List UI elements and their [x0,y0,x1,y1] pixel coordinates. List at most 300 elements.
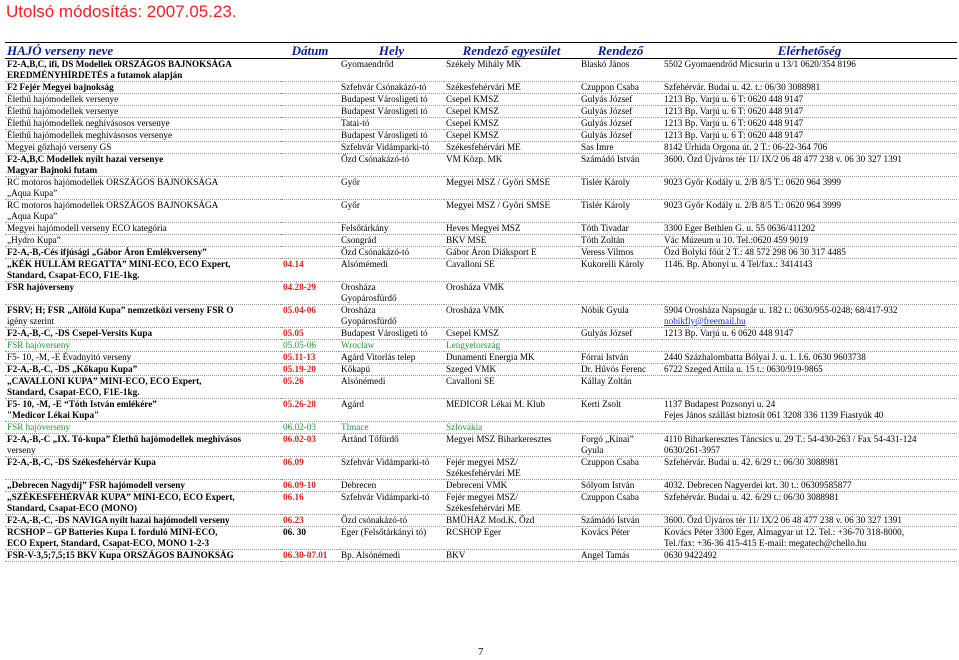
cell-contact: Fejes János szállást biztosít 061 3208 336 1139 Fiastyúk 40 [662,410,957,422]
cell-organizing-club: Csepel KMSZ [444,328,579,340]
cell-organizer: Fórrai István [579,352,662,364]
cell-date [281,82,339,94]
cell-organizing-club [444,538,579,550]
cell-date: 06.30-07.01 [281,550,339,562]
cell-location: Felsőtárkány [339,223,444,235]
cell-date [281,293,339,305]
cell-date: 04.28-29 [283,282,316,292]
cell-competition-name: F2-A,-B,-Cés ifjúsági „Gábor Áron Emlékverseny” [5,247,281,259]
cell-organizing-club: Lengyelország [444,340,579,352]
cell-organizer: Czuppon Csaba [581,457,639,467]
cell-organizing-club: Székesfehérvári ME [444,82,579,94]
cell-organizing-club: Orosháza VMK [446,305,505,315]
cell-organizer: Forgó „Kinai” [581,434,634,444]
cell-organizer: Gulyás József [579,328,662,340]
cell-competition-name: FSRV; H; FSR „Alföld Kupa” nemzetközi verseny FSR O [7,305,234,315]
cell-organizing-club: Megyei MSZ / Győri SMSE [446,177,551,187]
cell-contact: Szfehérvár. Budai u. 42. 6/29 t.: 06/30 3088981 [664,492,839,502]
cell-organizer [579,270,662,282]
cell-organizing-club: Csepel KMSZ [444,130,579,142]
cell-location [339,188,444,200]
table-row [5,118,957,130]
cell-organizing-club [444,70,579,82]
cell-contact [662,422,957,434]
cell-date [281,270,339,282]
table-row [5,352,957,364]
header-competition-name: HAJÓ verseny neve [5,43,281,59]
cell-organizer: Sólyom István [579,480,662,492]
cell-contact: Vác Múzeum u 10. Tel.:0620 459 9019 [662,235,957,247]
cell-location [339,538,444,550]
cell-contact: 4032. Debrecen Nagyerdei krt. 30 t.: 06309585877 [662,480,957,492]
cell-location: Debrecen [339,480,444,492]
cell-organizer [579,422,662,434]
cell-date [281,468,339,480]
cell-contact: Tel./fax: +36-36 415-415 E-mail: megatech@chello.hu [662,538,957,550]
cell-contact: 1213 Bp. Varjú u. 6 T: 0620 448 9147 [662,94,957,106]
last-modified-heading: Utolsó módosítás: 2007.05.23. [6,2,237,21]
cell-location: Orosháza [341,282,376,292]
cell-organizer: Gulyás József [579,118,662,130]
cell-date [281,130,339,142]
cell-date [281,94,339,106]
table-row [5,340,957,352]
table-row [5,223,957,235]
cell-contact: 3300 Eger Bethlen G. u. 55 0636/411202 [662,223,957,235]
table-row [5,165,957,177]
cell-contact: 4110 Biharkeresztes Táncsics u. 29 T.: 54-430-263 / Fax 54-431-124 [664,434,917,444]
cell-competition-name: F2-A,B,C Modellek nyílt hazai versenye [7,154,164,164]
cell-organizer [579,340,662,352]
cell-contact [662,70,957,82]
cell-competition-name: ECO Expert, Standard, Csapat-ECO, MONO 1-2-3 [5,538,281,550]
table-row [5,82,957,94]
cell-location [339,410,444,422]
cell-date [281,223,339,235]
cell-date [281,177,339,189]
table-row [5,328,957,340]
cell-contact: 1146. Bp. Abonyi u. 4 Tel/fax.: 3414143 [664,259,813,269]
cell-date: 06.09 [283,457,304,467]
cell-location: Budapest Városligeti tó [339,130,444,142]
competition-schedule-table [5,42,957,562]
cell-organizer [579,70,662,82]
header-contact: Elérhetőség [662,43,957,59]
table-row [5,480,957,492]
cell-organizing-club: Csepel KMSZ [444,118,579,130]
cell-competition-name: „KÉK HULLÁM REGATTA” MINI-ECO, ECO Expert, [7,259,231,269]
cell-organizing-club: Székesfehérvári ME [444,468,579,480]
cell-competition-name: F2-A,-B,-C, -DS Csepel-Versits Kupa [5,328,281,340]
cell-location: Gyopárosfürdő [339,316,444,328]
cell-organizer [579,293,662,305]
cell-location [339,387,444,399]
cell-date: 05.11-13 [281,352,339,364]
cell-organizing-club: Cavalloni SE [446,259,495,269]
cell-organizer: Gulyás József [579,94,662,106]
cell-date: 05.26 [283,376,304,386]
table-row [5,211,957,223]
cell-organizing-club: Fejér megyei MSZ/ [446,492,518,502]
cell-competition-name: RC motoros hajómodellek ORSZÁGOS BAJNOKSÁGA [7,200,219,210]
cell-date: 06.16 [283,492,304,502]
cell-date [281,247,339,259]
cell-competition-name: Standard, Csapat-ECO (MONO) [5,503,281,515]
table-row [5,376,957,388]
cell-competition-name: F5- 10, -M, -E Évadnyitó verseny [5,352,281,364]
cell-contact [662,211,957,223]
cell-contact: 6722 Szeged Attila u. 15 t.: 0630/919-9865 [662,364,957,376]
table-row [5,270,957,282]
cell-organizing-club: VM Közp. MK [446,154,503,164]
cell-contact [662,165,957,177]
cell-organizing-club: BKV MSE [444,235,579,247]
cell-contact: 1213 Bp. Varjú u. 6 T: 0620 448 9147 [662,106,957,118]
cell-organizing-club [444,270,579,282]
cell-date [281,188,339,200]
cell-organizing-club [444,188,579,200]
header-location: Hely [339,43,444,59]
cell-contact [662,376,957,388]
cell-location: Agárd [341,399,364,409]
cell-competition-name: FSR-V-3,5;7,5;15 BKV Kupa ORSZÁGOS BAJNOKSÁG [5,550,281,562]
cell-date: 05.04-06 [283,305,316,315]
cell-location [339,503,444,515]
cell-location [339,165,444,177]
table-row [5,399,957,411]
cell-contact: 3600. Őzd Újváros tér 11/ IX/2 06 48 477 238 v. 06 30 327 1391 [664,154,902,164]
table-row [5,316,957,328]
cell-location [339,70,444,82]
cell-contact: 5904 Orosháza Napsugár u. 182 t.: 0630/955-0248; 68/417-932 [664,305,898,315]
cell-date [281,165,339,177]
table-row [5,200,957,212]
cell-date [281,70,339,82]
cell-location: Wroclaw [339,340,444,352]
cell-date [281,154,339,166]
cell-organizer: Blaskó János [581,59,630,69]
cell-contact: 1213 Bp. Varjú u. 6 T: 0620 448 9147 [662,118,957,130]
cell-organizing-club: Debreceni VMK [444,480,579,492]
cell-contact: 5502 Gyomaendrőd Micsurin u 13/1 0620/354 8196 [664,59,856,69]
cell-organizing-club: Megyei MSZ / Győri SMSE [446,200,551,210]
cell-organizer [579,188,662,200]
cell-date: 06.02-03 [281,422,339,434]
cell-competition-name: Magyar Bajnoki futam [5,165,281,177]
cell-contact: nobikfly@freemail.hu [662,316,957,328]
table-row [5,492,957,504]
cell-date: 04.14 [283,259,304,269]
cell-competition-name: igény szerint [5,316,281,328]
cell-organizer: Gulyás József [579,130,662,142]
cell-competition-name: „SZÉKESFEHÉRVÁR KUPA” MINI-ECO, ECO Expert, [7,492,235,502]
cell-contact: 1213 Bp. Varjú u. 6 T: 0620 448 9147 [662,130,957,142]
cell-organizing-club: Megyei MSZ Biharkeresztes [446,434,552,444]
cell-competition-name: RCSHOP – GP Batteries Kupa I. forduló MINI-ECO, [7,527,218,537]
table-row [5,94,957,106]
cell-contact: 3600. Őzd Újváros tér 11/ IX/2 06 48 477 238 v. 06 30 327 1391 [662,515,957,527]
cell-location [339,468,444,480]
cell-date [281,503,339,515]
cell-competition-name: RC motoros hajómodellek ORSZÁGOS BAJNOKSÁGA [7,177,219,187]
cell-location: Őzd Csónakázó-tó [339,247,444,259]
cell-contact [662,282,957,294]
cell-competition-name: FSR hajóverseny [7,282,75,292]
cell-organizer: Czuppon Csaba [579,82,662,94]
table-row [5,503,957,515]
cell-contact [662,270,957,282]
cell-organizer [579,316,662,328]
cell-location: Szfehvár Vidámparki-tó [339,142,444,154]
cell-competition-name: FSR hajóverseny [5,422,281,434]
table-row [5,422,957,434]
cell-organizer: Gulyás József [579,106,662,118]
cell-competition-name [5,468,281,480]
header-date: Dátum [281,43,339,59]
cell-organizer: Tislér Károly [581,200,630,210]
cell-contact: 2440 Százhalombatta Bólyai J. u. 1. I.6. 0630 9603738 [662,352,957,364]
table-row [5,410,957,422]
cell-competition-name: EREDMÉNYHÍRDETÉS a futamok alapján [5,70,281,82]
cell-organizing-club: Csepel KMSZ [444,94,579,106]
cell-organizing-club: Csepel KMSZ [444,106,579,118]
cell-location: Eger (Felsőtárkányi tó) [341,527,427,537]
cell-organizer: Tislér Károly [581,177,630,187]
cell-organizer: Sas Imre [579,142,662,154]
cell-date: 06.23 [281,515,339,527]
cell-location [339,211,444,223]
cell-organizing-club: RCSHOP Eger [446,527,502,537]
cell-organizing-club: Dunamenti Energia MK [444,352,579,364]
cell-date [281,142,339,154]
table-row [5,247,957,259]
cell-competition-name [5,293,281,305]
cell-location: Szfehvár Vidámparki-tó [341,457,430,467]
cell-organizer [579,282,662,294]
cell-competition-name: verseny [5,445,281,457]
cell-date: 05.05 [281,328,339,340]
cell-date [281,538,339,550]
cell-competition-name: Megyei gőzhajó verseny GS [5,142,281,154]
table-row [5,235,957,247]
cell-location: Tlmace [339,422,444,434]
cell-organizing-club: Orosháza VMK [446,282,505,292]
cell-date [281,387,339,399]
cell-contact: Kovács Péter 3300 Eger, Almagyar ut 12. Tel.: +36-70 318-8000, [664,527,905,537]
cell-date: 05.05-06 [281,340,339,352]
cell-location [339,445,444,457]
table-row [5,130,957,142]
table-row [5,70,957,82]
cell-organizer [579,538,662,550]
cell-contact: 1137 Budapest Pozsonyi u. 24 [664,399,776,409]
cell-organizer [579,503,662,515]
cell-contact [662,188,957,200]
table-row [5,468,957,480]
cell-date [281,316,339,328]
cell-competition-name: „Hydro Kupa” [5,235,281,247]
cell-organizing-club: Gábor Áron Diáksport E [444,247,579,259]
cell-date: 05.19-20 [281,364,339,376]
cell-organizing-club: Fejér megyei MSZ/ [446,457,518,467]
cell-competition-name: F2-A,-B,-C „IX. Tó-kupa” Élethű hajómodellek meghívásos [7,434,242,444]
table-row [5,188,957,200]
cell-location: Ártánd Tőfürdő [341,434,399,444]
cell-organizing-club: Székely Mihály MK [446,59,522,69]
cell-competition-name: Élethű hajómodellek neghívásosos versenye [5,118,281,130]
cell-location: Gyomaendrőd [341,59,394,69]
cell-organizer: Dr. Hűvös Ferenc [579,364,662,376]
cell-location: Győr [341,177,360,187]
cell-date [281,410,339,422]
cell-location: Kőkapú [339,364,444,376]
cell-organizing-club: Székesfehérvári ME [444,142,579,154]
table-row [5,305,957,317]
cell-organizer: Számádó István [579,515,662,527]
cell-competition-name: Standard, Csapat-ECO, F1E-1kg. [5,387,281,399]
cell-organizer: Veress Vilmos [579,247,662,259]
table-row [5,434,957,446]
cell-contact [662,387,957,399]
cell-competition-name: Standard, Csapat-ECO, F1E-1kg. [5,270,281,282]
page-number: 7 [478,646,484,658]
cell-organizer [579,165,662,177]
cell-location: Szfehvár Vidámparki-tó [341,492,430,502]
cell-organizer: Tóth Zoltán [579,235,662,247]
cell-competition-name: Élethű hajómodellek versenye [5,106,281,118]
header-organizing-club: Rendező egyesület [444,43,579,59]
cell-competition-name: Élethű hajómodellek meghívásosos versenye [5,130,281,142]
schedule-rows [5,59,957,562]
cell-contact: Szfehérvár. Budai u. 42. 6/29 t.: 06/30 3088981 [664,457,839,467]
cell-competition-name: F5- 10, -M, -E “Tóth István emlékére” [7,399,157,409]
cell-contact [662,340,957,352]
table-row [5,515,957,527]
cell-date: 06. 30 [283,527,306,537]
table-header-row [5,43,957,59]
cell-contact: 9023 Győr Kodály u. 2/B 8/5 T.: 0620 964 3999 [664,177,842,187]
table-row [5,259,957,271]
cell-organizing-club: Szeged VMK [444,364,579,376]
table-row [5,550,957,562]
cell-location: Tatai-tó [339,118,444,130]
cell-organizing-club [444,410,579,422]
cell-contact: Őzd Bolyki főút 2 T.: 48 572 298 06 30 317 4485 [662,247,957,259]
cell-competition-name: F2-A,B,C, ifi, DS Modellek ORSZÁGOS BAJNOKSÁGA [7,59,232,69]
cell-date [281,106,339,118]
table-row [5,282,957,294]
cell-date: 06.09-10 [281,480,339,492]
cell-organizer: Tóth Tivadar [579,223,662,235]
cell-location: Budapest Városligeti tó [339,328,444,340]
cell-competition-name: F2-A,-B,-C, -DS Székesfehérvár Kupa [7,457,156,467]
cell-organizer: Kovács Péter [581,527,630,537]
table-row [5,457,957,469]
cell-competition-name: Élethű hajómodellek versenye [5,94,281,106]
cell-organizer [579,410,662,422]
cell-contact: 9023 Győr Kodály u. 2/B 8/5 T.: 0620 964 3999 [664,200,842,210]
table-row [5,445,957,457]
cell-location: Őzd Csónakázó-tó [341,154,410,164]
cell-location: Gyopárosfürdő [339,293,444,305]
cell-organizing-club [444,387,579,399]
cell-contact [662,293,957,305]
cell-location: Budapest Városligeti tó [339,94,444,106]
cell-competition-name: „Aqua Kupa” [5,211,281,223]
cell-location [339,270,444,282]
cell-organizer: Kállay Zoltán [581,376,632,386]
header-organizer: Rendező [579,43,662,59]
table-row [5,527,957,539]
cell-date: 06.02-03 [283,434,316,444]
cell-competition-name: „Debrecen Nagydíj” FSR hajómodell verseny [5,480,281,492]
cell-contact [662,468,957,480]
cell-location: Őzd csónakázó-tó [339,515,444,527]
cell-date [281,59,339,71]
cell-competition-name: FSR hajóverseny [5,340,281,352]
cell-organizer: Czuppon Csaba [581,492,639,502]
cell-competition-name: „Aqua Kupa” [5,188,281,200]
cell-organizing-club [444,211,579,223]
cell-organizing-club: MEDICOR Lékai M. Klub [446,399,546,409]
table-row [5,154,957,166]
cell-date [281,200,339,212]
cell-organizer: Kerti Zsolt [581,399,622,409]
table-row [5,59,957,71]
cell-competition-name: "Medicor Lékai Kupa" [5,410,281,422]
table-row [5,142,957,154]
cell-organizing-club [444,165,579,177]
table-row [5,538,957,550]
table-row [5,293,957,305]
cell-contact: 0630/261-3957 [662,445,957,457]
cell-competition-name: „CAVALLONI KUPA” MINI-ECO, ECO Expert, [7,376,202,386]
table-row [5,387,957,399]
table-row [5,177,957,189]
table-row [5,106,957,118]
cell-organizer [579,468,662,480]
cell-organizer: Angel Tamás [579,550,662,562]
cell-location: Győr [341,200,360,210]
cell-contact: 0630 9422492 [662,550,957,562]
cell-location: Alsónémedi [341,376,386,386]
cell-organizing-club: Heves Megyei MSZ [444,223,579,235]
cell-organizing-club: Székesfehérvári ME [444,503,579,515]
cell-location: Alsómémedi [341,259,388,269]
cell-date [281,445,339,457]
cell-competition-name: F2-A,-B,-C, -DS NAVIGA nyílt hazai hajómodell verseny [5,515,281,527]
cell-contact: Szfehérvár. Budai u. 42. t.: 06/30 3088981 [662,82,957,94]
cell-contact: 1213 Bp. Varjú u. 6 0620 448 9147 [662,328,957,340]
cell-competition-name: F2-A,-B,-C, -DS „Kőkapu Kupa” [5,364,281,376]
cell-competition-name: Megyei hajómodell verseny ECO kategória [5,223,281,235]
cell-location: Szfehvár Csónakázó-tó [339,82,444,94]
cell-organizing-club: BKV [444,550,579,562]
cell-organizer: Nóbik Gyula [581,305,629,315]
cell-competition-name: F2 Fejér Megyei bajnokság [5,82,281,94]
cell-date: 05.26-28 [283,399,316,409]
cell-location: Bp. Alsónémedi [339,550,444,562]
cell-contact [662,503,957,515]
cell-organizing-club: Szlovákia [444,422,579,434]
cell-contact: 8142 Úrhida Orgona út. 2 T.: 06-22-364 706 [662,142,957,154]
cell-organizer: Kukorelli Károly [581,259,645,269]
cell-location: Agárd Vitorlás telep [339,352,444,364]
cell-date [281,235,339,247]
cell-organizing-club: Cavalloni SE [446,376,495,386]
cell-location: Csongrád [339,235,444,247]
cell-organizer [579,387,662,399]
